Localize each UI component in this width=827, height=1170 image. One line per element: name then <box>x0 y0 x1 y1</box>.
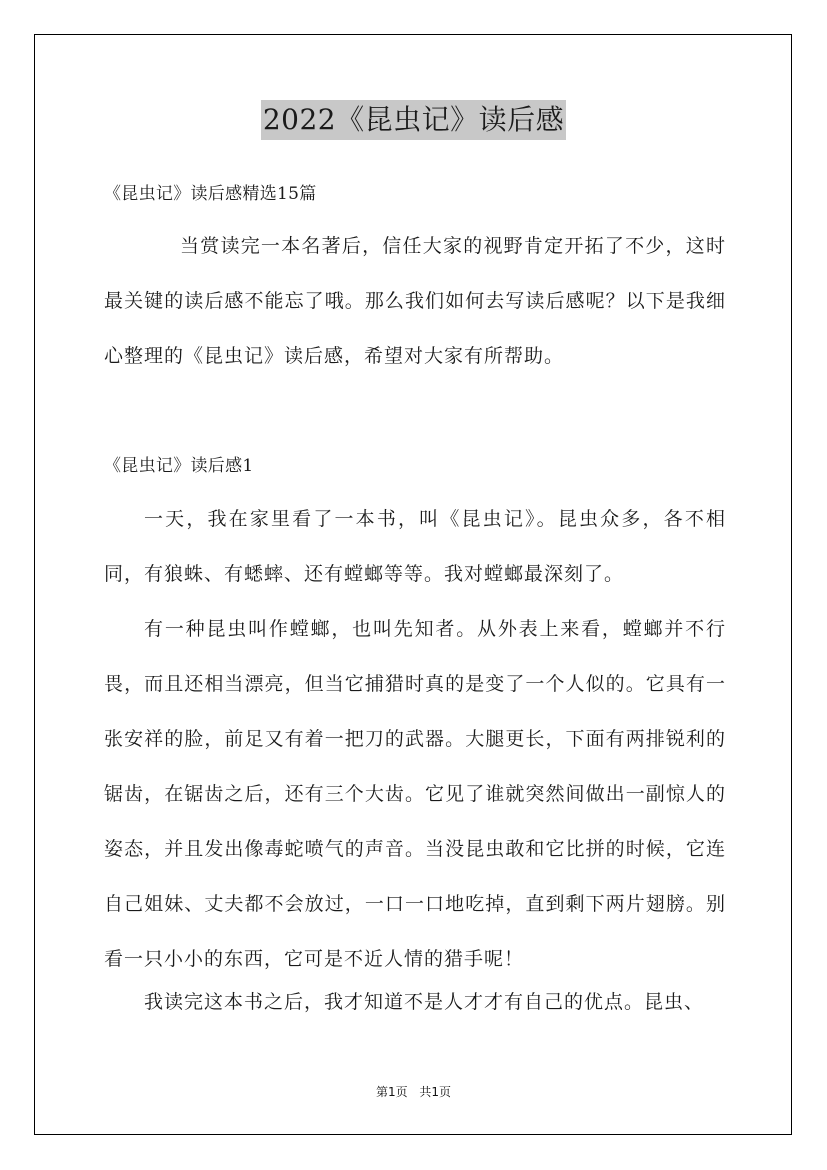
document-subtitle: 《昆虫记》读后感精选15篇 <box>104 184 317 204</box>
body-paragraph-1: 一天，我在家里看了一本书，叫《昆虫记》。昆虫众多，各不相同，有狼蛛、有蟋蟀、还有螳螂等等。我对螳螂最深刻了。 <box>104 508 726 585</box>
page-footer <box>0 1083 827 1100</box>
intro-paragraph: 当赏读完一本名著后，信任大家的视野肯定开拓了不少，这时最关键的读后感不能忘了哦。那么我们如何去写读后感呢？以下是我细心整理的《昆虫记》读后感，希望对大家有所帮助。 <box>104 235 726 367</box>
body-paragraph-2: 有一种昆虫叫作螳螂，也叫先知者。从外表上来看，螳螂并不行畏，而且还相当漂亮，但当它捕猎时真的是变了一个人似的。它具有一张安祥的脸，前足又有着一把刀的武器。大腿更长，下面有两排锐利的锯齿，在锯齿之后，还有三个大齿。它见了谁就突然间做出一副惊人的姿态，并且发出像毒蛇喷气的声音。当没昆虫敢和它比拼的时候，它连自己姐妹、丈夫都不会放过，一口一口地吃掉，直到剩下两片翅膀。别看一只小小的东西，它可是不近人情的猎手呢！ <box>104 618 726 970</box>
page-number: 第1页 <box>375 1085 408 1099</box>
section-heading: 《昆虫记》读后感1 <box>104 456 254 476</box>
body-paragraph-3: 我读完这本书之后，我才知道不是人才才有自己的优点。昆虫、 <box>144 991 705 1013</box>
title-text: 2022《昆虫记》读后感 <box>261 100 566 140</box>
document-title <box>0 100 827 140</box>
page-total: 共1页 <box>419 1085 452 1099</box>
